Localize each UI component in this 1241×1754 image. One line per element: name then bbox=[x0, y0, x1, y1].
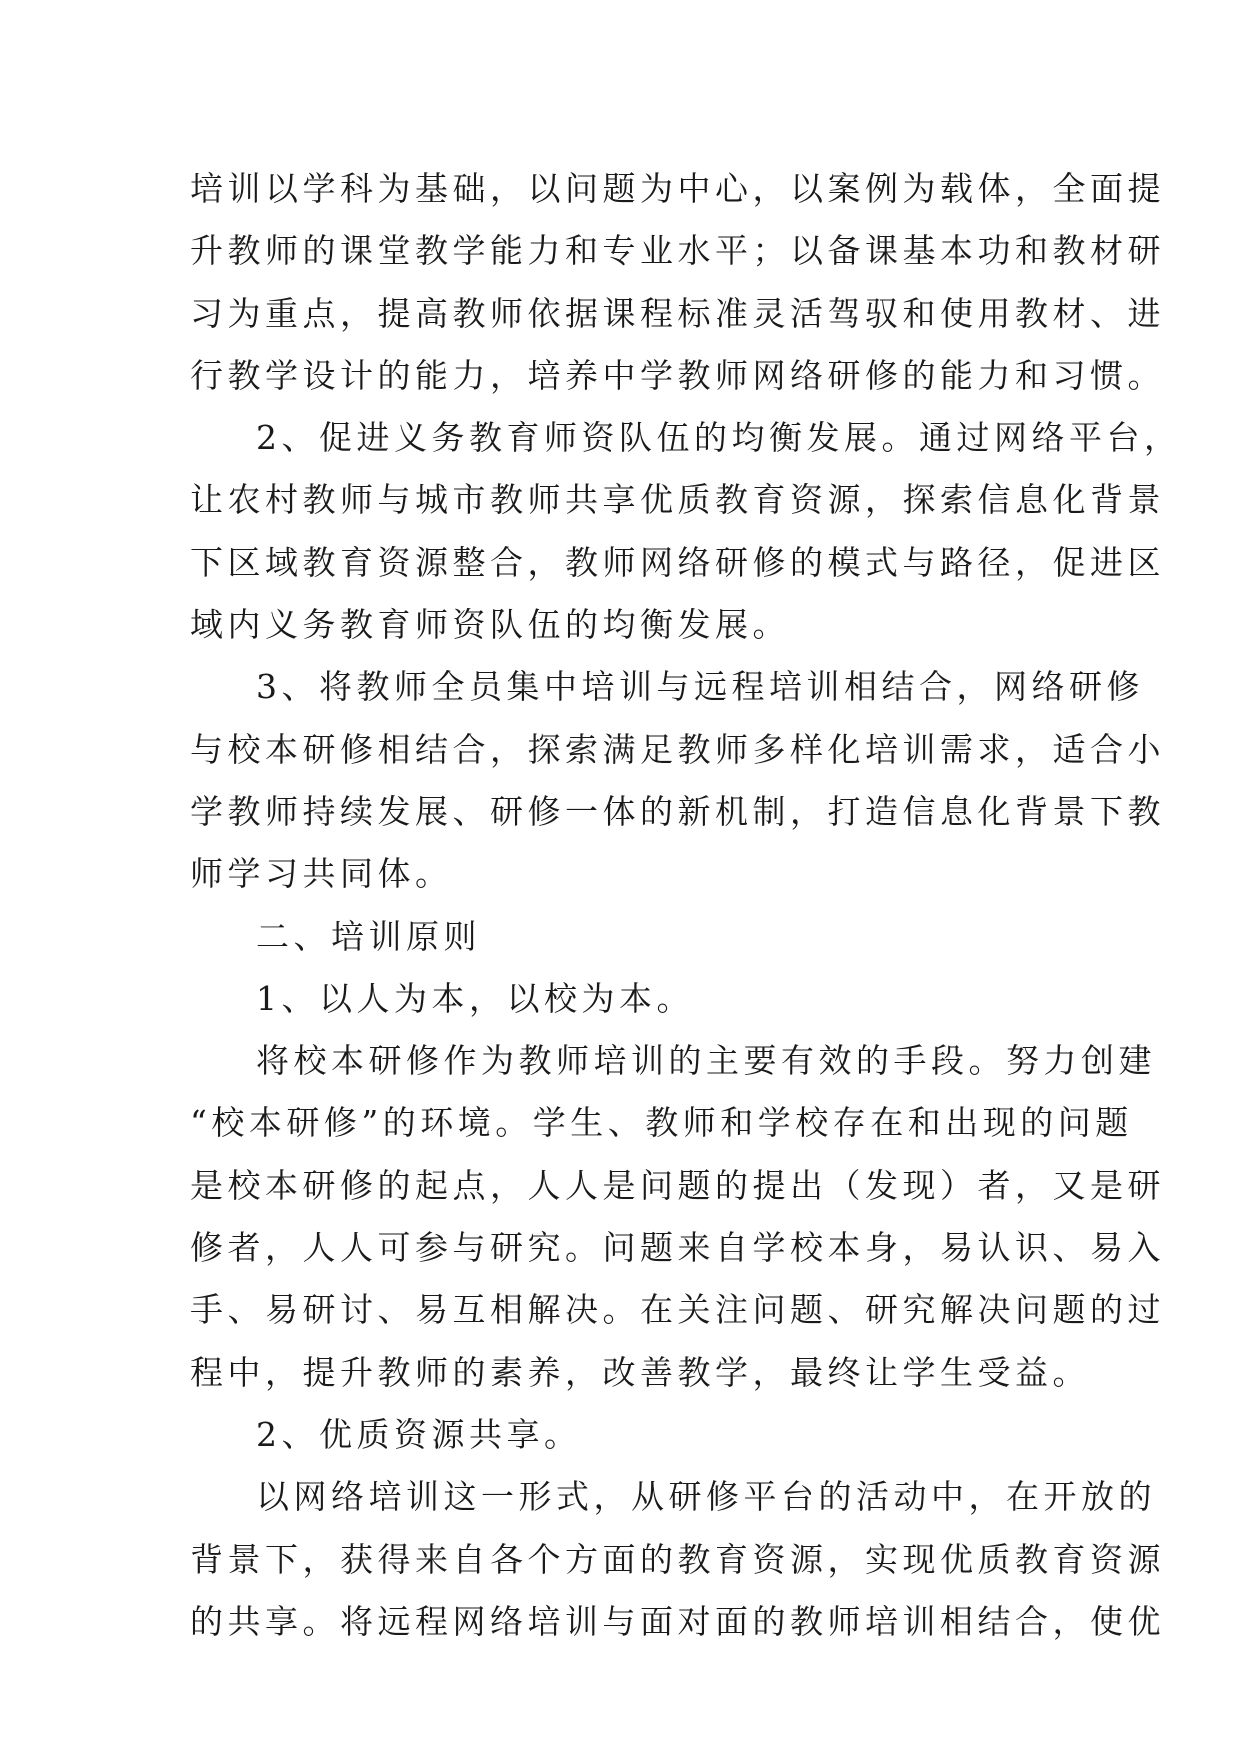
text-line: 手、易研讨、易互相解决。在关注问题、研究解决问题的过 bbox=[190, 1290, 1165, 1330]
text-line: 是校本研修的起点，人人是问题的提出（发现）者，又是研 bbox=[190, 1165, 1165, 1205]
text-line: 让农村教师与城市教师共享优质教育资源，探索信息化背景 bbox=[190, 480, 1165, 520]
text-line: 学教师持续发展、研修一体的新机制，打造信息化背景下教 bbox=[190, 791, 1165, 831]
text-line: 升教师的课堂教学能力和专业水平；以备课基本功和教材研 bbox=[190, 231, 1165, 271]
text-line: 以网络培训这一形式，从研修平台的活动中，在开放的 bbox=[256, 1477, 1156, 1517]
text-line: 背景下，获得来自各个方面的教育资源，实现优质教育资源 bbox=[190, 1539, 1165, 1579]
subsection-heading: 1、以人为本，以校为本。 bbox=[256, 978, 694, 1018]
document-page bbox=[190, 158, 1182, 1653]
text-line: 行教学设计的能力，培养中学教师网络研修的能力和习惯。 bbox=[190, 355, 1165, 395]
text-line: “校本研修”的环境。学生、教师和学校存在和出现的问题 bbox=[190, 1103, 1133, 1143]
text-line: 习为重点，提高教师依据课程标准灵活驾驭和使用教材、进 bbox=[190, 293, 1165, 333]
text-line: 2、促进义务教育师资队伍的均衡发展。通过网络平台， bbox=[256, 418, 1182, 458]
text-line: 修者，人人可参与研究。问题来自学校本身，易认识、易入 bbox=[190, 1228, 1165, 1268]
text-line: 程中，提升教师的素养，改善教学，最终让学生受益。 bbox=[190, 1352, 1090, 1392]
text-line: 将校本研修作为教师培训的主要有效的手段。努力创建 bbox=[256, 1041, 1156, 1081]
text-line: 下区域教育资源整合，教师网络研修的模式与路径，促进区 bbox=[190, 542, 1165, 582]
text-line: 师学习共同体。 bbox=[190, 854, 453, 894]
text-line: 3、将教师全员集中培训与远程培训相结合，网络研修 bbox=[256, 667, 1144, 707]
text-line: 域内义务教育师资队伍的均衡发展。 bbox=[190, 605, 790, 645]
text-line: 与校本研修相结合，探索满足教师多样化培训需求，适合小 bbox=[190, 729, 1165, 769]
subsection-heading: 2、优质资源共享。 bbox=[256, 1414, 582, 1454]
text-line: 培训以学科为基础，以问题为中心，以案例为载体，全面提 bbox=[190, 169, 1165, 208]
section-heading: 二、培训原则 bbox=[256, 916, 481, 956]
text-line: 的共享。将远程网络培训与面对面的教师培训相结合，使优 bbox=[190, 1601, 1165, 1641]
